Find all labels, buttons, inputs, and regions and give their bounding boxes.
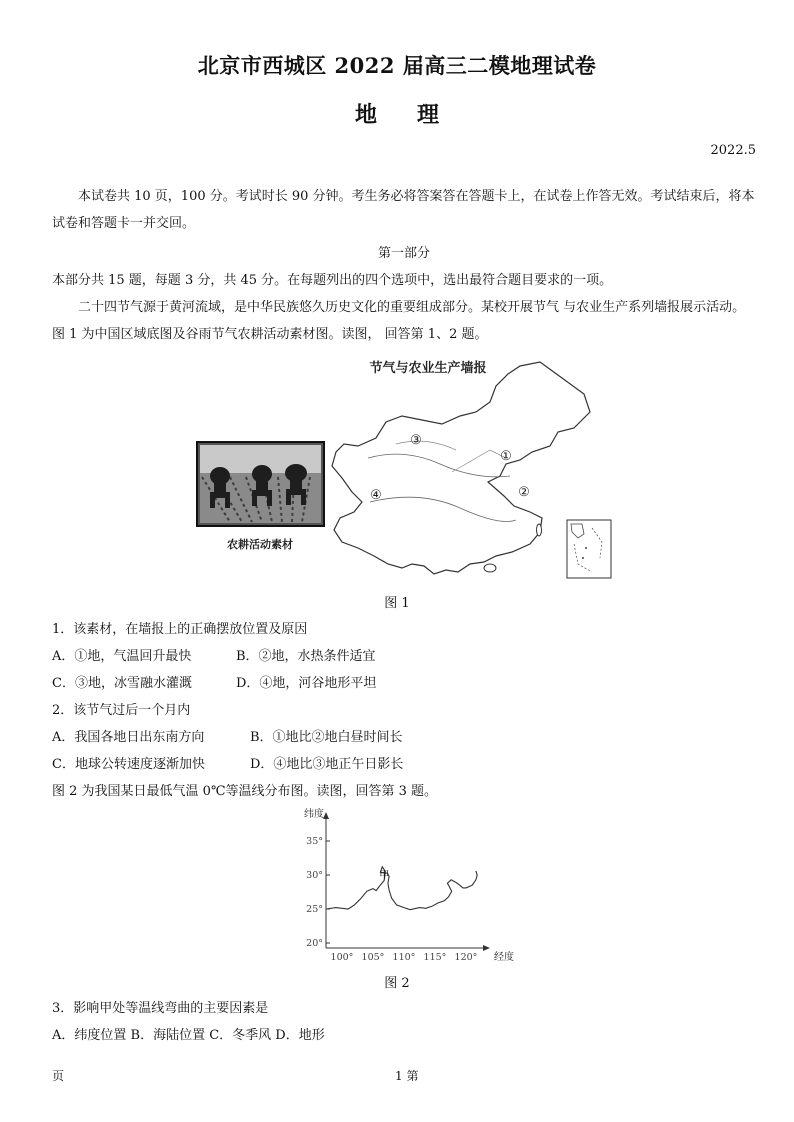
question-1-option-d[interactable]: D．④地，河谷地形平坦 xyxy=(236,676,377,691)
question-3-stem: 3．影响甲处等温线弯曲的主要因素是 xyxy=(52,1001,269,1016)
exam-instructions: 本试卷共 10 页，100 分。考试时长 90 分钟。考生务必将答案答在答题卡上，在试卷上作答无效。考试结束后，将本试卷和答题卡一并交回。 xyxy=(52,189,755,231)
question-1-option-b[interactable]: B．②地，水热条件适宜 xyxy=(236,649,376,664)
china-map-outline xyxy=(332,362,590,574)
y-axis-label: 纬度 xyxy=(304,809,324,820)
isotherm-0c-line xyxy=(327,867,478,910)
exam-title: 北京市西城区 2022 届高三二模地理试卷 xyxy=(197,53,597,78)
footer-page-left: 页 xyxy=(52,1069,65,1083)
figure-2 xyxy=(290,806,520,966)
subject-title: 地理 xyxy=(354,102,479,128)
marker-4: ④ xyxy=(370,488,382,503)
question-2-option-c[interactable]: C．地球公转速度逐渐加快 xyxy=(52,757,205,772)
figure-2-intro: 图 2 为我国某日最低气温 0℃等温线分布图。读图，回答第 3 题。 xyxy=(52,784,438,799)
marker-2: ② xyxy=(518,485,530,500)
y-tick-label: 35° xyxy=(306,836,323,847)
point-jia-label: 甲 xyxy=(379,870,390,882)
y-tick-label: 25° xyxy=(306,904,323,915)
question-2-option-b[interactable]: B．①地比②地白昼时间长 xyxy=(250,730,403,745)
question-group-stem: 二十四节气源于黄河流域，是中华民族悠久历史文化的重要组成部分。某校开展节气 与农业生产系列墙报展示活动。图 1 为中国区域底图及谷雨节气农耕活动素材图。读图， 回答第 1、2 题。 xyxy=(52,300,746,342)
farming-photo xyxy=(197,442,324,526)
question-2-option-a[interactable]: A．我国各地日出东南方向 xyxy=(52,730,205,745)
figure-2-caption: 图 2 xyxy=(384,976,410,991)
y-tick-label: 30° xyxy=(306,870,323,881)
question-3-options: A．纬度位置 B．海陆位置 C．冬季风 D．地形 xyxy=(52,1028,325,1043)
footer-page-number: 1 第 xyxy=(395,1069,419,1083)
y-tick-label: 20° xyxy=(306,938,323,949)
question-2-options-row-1 xyxy=(52,726,403,745)
question-1-stem: 1．该素材，在墙报上的正确摆放位置及原因 xyxy=(52,622,308,637)
isotherm-chart xyxy=(290,806,520,966)
question-1-options-row-2 xyxy=(52,672,377,691)
marker-1: ① xyxy=(500,449,512,464)
x-tick-label: 110° xyxy=(392,952,416,963)
x-axis-label: 经度 xyxy=(494,952,514,963)
marker-3: ③ xyxy=(410,433,422,448)
figure-1-graphic xyxy=(190,352,620,584)
x-tick-label: 120° xyxy=(454,952,478,963)
hainan-island xyxy=(484,564,496,572)
x-tick-label: 115° xyxy=(423,952,447,963)
x-tick-label: 100° xyxy=(330,952,354,963)
x-axis-arrow xyxy=(483,945,490,951)
figure-1-caption: 图 1 xyxy=(384,596,410,611)
part-instruction: 本部分共 15 题，每题 3 分，共 45 分。在每题列出的四个选项中，选出最符合题目要求的一项。 xyxy=(52,273,613,288)
question-1-option-a[interactable]: A．①地，气温回升最快 xyxy=(52,649,192,664)
x-tick-label: 105° xyxy=(361,952,385,963)
part-heading: 第一部分 xyxy=(377,246,430,261)
question-2-options-row-2 xyxy=(52,753,404,772)
question-1-option-c[interactable]: C．③地，冰雪融水灌溉 xyxy=(52,676,192,691)
photo-caption: 农耕活动素材 xyxy=(227,538,293,551)
question-1-options-row-1 xyxy=(52,645,376,664)
question-2-option-d[interactable]: D．④地比③地正午日影长 xyxy=(250,757,404,772)
figure-1 xyxy=(190,352,620,584)
taiwan-island xyxy=(537,524,542,536)
question-2-stem: 2．该节气过后一个月内 xyxy=(52,703,191,718)
poster-title: 节气与农业生产墙报 xyxy=(369,361,487,376)
exam-date: 2022.5 xyxy=(710,143,756,158)
south-china-sea-inset xyxy=(567,520,611,578)
